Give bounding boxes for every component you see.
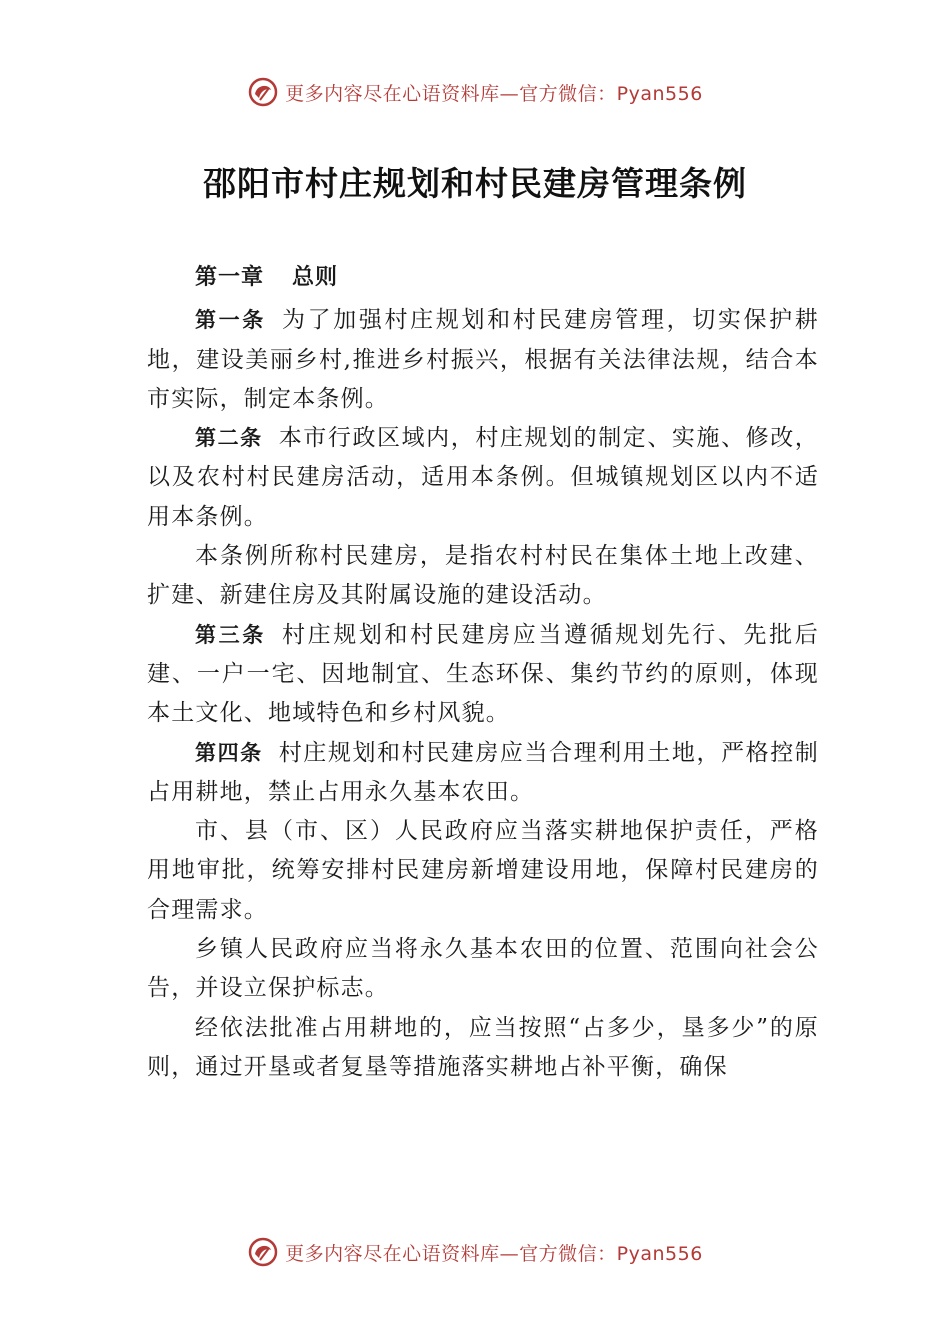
paragraph-text: 经依法批准占用耕地的，应当按照“占多少，垦多少”的原则，通过开垦或者复垦等措施落实耕地占补平衡，确保 bbox=[147, 1014, 819, 1080]
article-number: 第二条 bbox=[195, 426, 263, 451]
article-number: 第三条 bbox=[195, 622, 266, 647]
banner-main-text: 更多内容尽在心语资料库—官方微信： bbox=[285, 1242, 617, 1265]
article-number: 第四条 bbox=[195, 740, 263, 765]
document-title: 邵阳市村庄规划和村民建房管理条例 bbox=[203, 164, 747, 203]
banner-main-text: 更多内容尽在心语资料库—官方微信： bbox=[285, 82, 617, 105]
banner-wechat-id: Pyan556 bbox=[616, 82, 703, 105]
swirl-logo-icon bbox=[247, 76, 279, 108]
paragraph bbox=[147, 1009, 819, 1088]
paragraph bbox=[147, 734, 819, 813]
banner-wechat-id: Pyan556 bbox=[616, 1242, 703, 1265]
paragraph-text: 市、县（市、区）人民政府应当落实耕地保护责任，严格用地审批，统筹安排村民建房新增建设用地，保障村民建房的合理需求。 bbox=[147, 818, 819, 923]
banner-text bbox=[285, 79, 703, 106]
paragraph-text: 乡镇人民政府应当将永久基本农田的位置、范围向社会公告，并设立保护标志。 bbox=[147, 936, 819, 1002]
swirl-logo-icon bbox=[247, 1236, 279, 1268]
paragraph bbox=[147, 419, 819, 537]
paragraph bbox=[147, 812, 819, 930]
footer-watermark-banner bbox=[0, 1232, 950, 1272]
chapter-number: 第一章 bbox=[195, 265, 265, 290]
article-number: 第一条 bbox=[195, 308, 266, 333]
banner-text bbox=[285, 1239, 703, 1266]
header-watermark-banner bbox=[0, 72, 950, 112]
paragraph-text: 本条例所称村民建房，是指农村村民在集体土地上改建、扩建、新建住房及其附属设施的建设活动。 bbox=[147, 543, 819, 609]
chapter-name: 总则 bbox=[292, 265, 339, 290]
paragraph-text: 村庄规划和村民建房应当合理利用土地，严格控制占用耕地，禁止占用永久基本农田。 bbox=[147, 739, 819, 805]
paragraph bbox=[147, 537, 819, 616]
chapter-heading bbox=[147, 258, 819, 297]
paragraph bbox=[147, 616, 819, 734]
paragraph-text: 为了加强村庄规划和村民建房管理，切实保护耕地，建设美丽乡村,推进乡村振兴，根据有关法律法规，结合本市实际，制定本条例。 bbox=[147, 307, 819, 412]
document-body bbox=[147, 258, 819, 1087]
paragraph bbox=[147, 301, 819, 419]
paragraph bbox=[147, 930, 819, 1009]
paragraph-text: 本市行政区域内，村庄规划的制定、实施、修改，以及农村村民建房活动，适用本条例。但城镇规划区以内不适用本条例。 bbox=[147, 425, 819, 530]
paragraph-text: 村庄规划和村民建房应当遵循规划先行、先批后建、一户一宅、因地制宜、生态环保、集约节约的原则，体现本土文化、地域特色和乡村风貌。 bbox=[147, 621, 819, 727]
paragraph-list bbox=[147, 301, 819, 1087]
